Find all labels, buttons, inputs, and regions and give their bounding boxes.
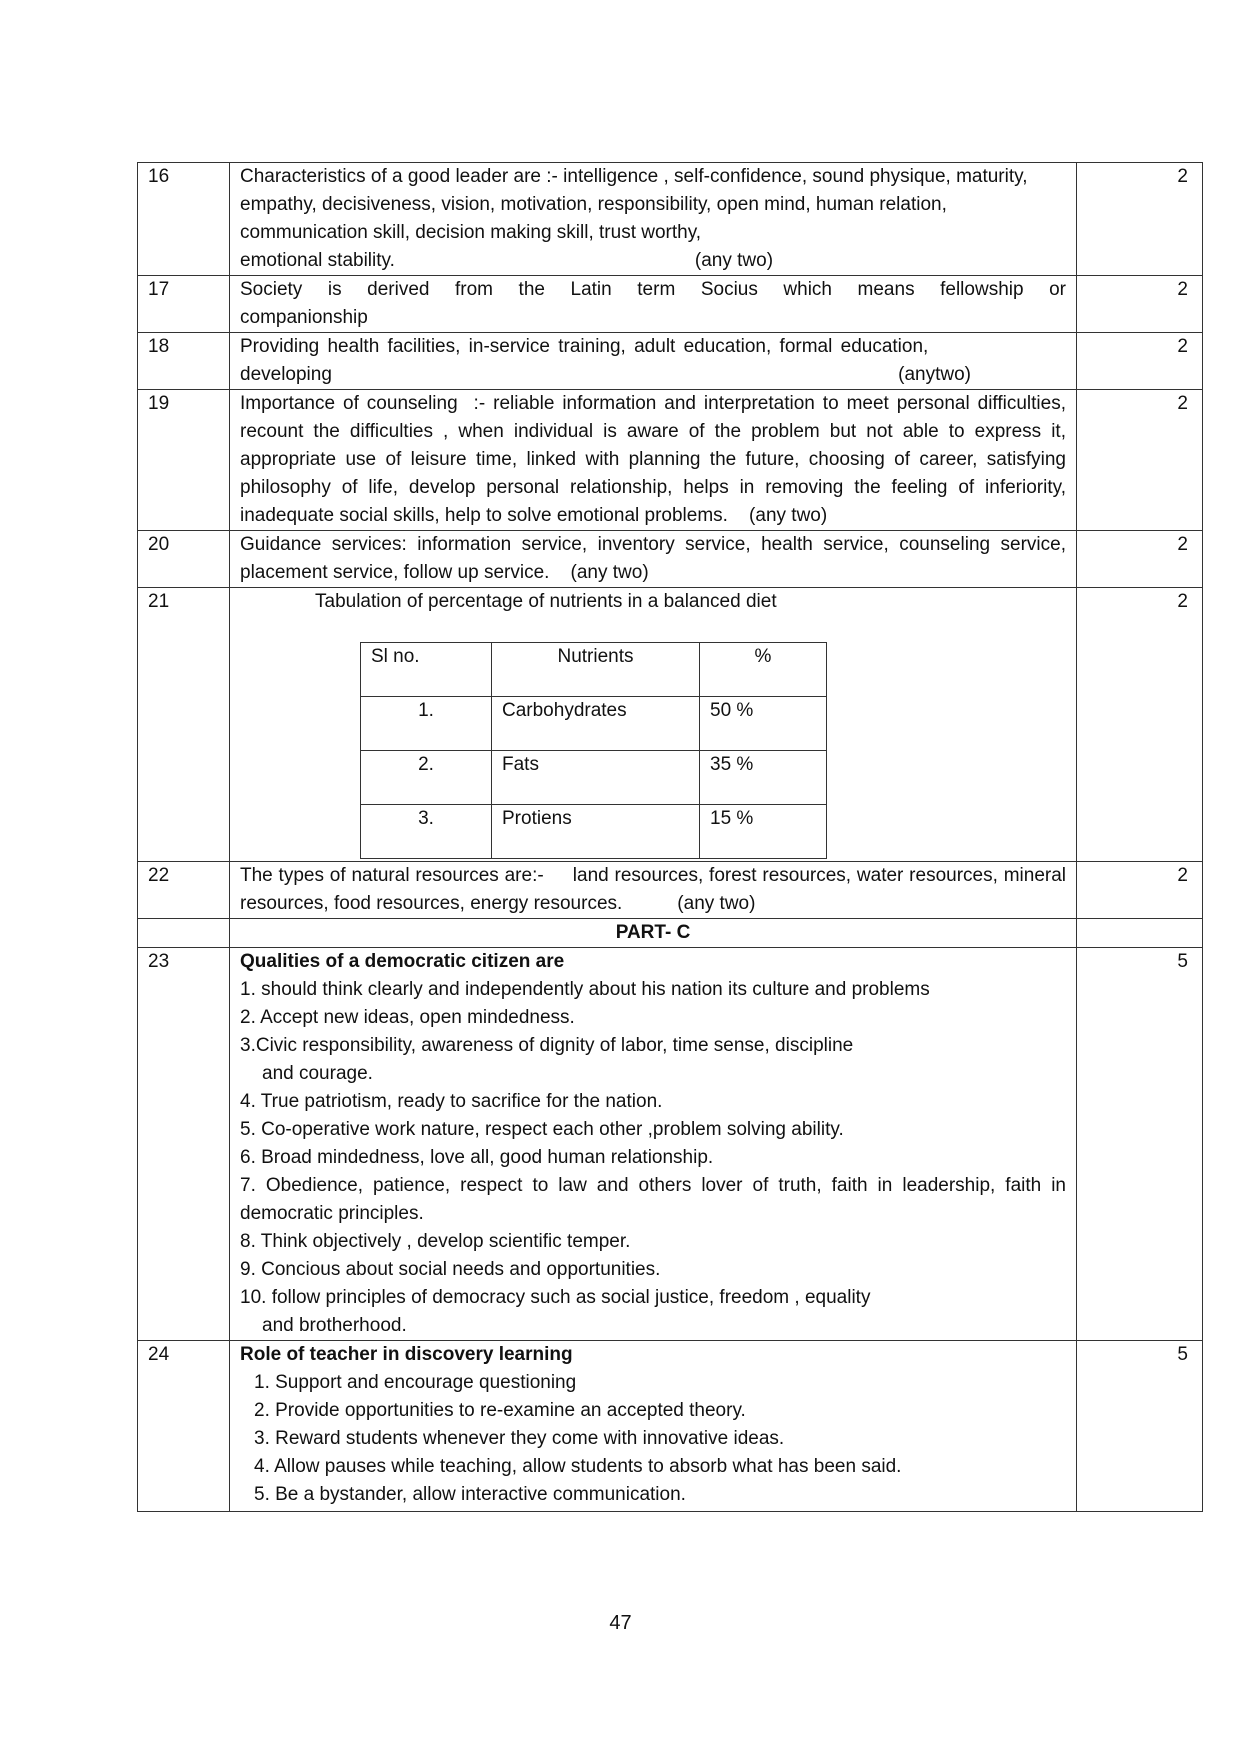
table-cell: 3. (361, 805, 492, 859)
list-item: 8. Think objectively , develop scientific temper. (240, 1231, 631, 1252)
list-item: 3.Civic responsibility, awareness of dignity of labor, time sense, discipline (240, 1035, 854, 1056)
table-row (361, 643, 827, 697)
empty-cell (138, 919, 230, 948)
list-item: and brotherhood. (262, 1315, 407, 1336)
answer-cell (230, 163, 1077, 276)
answer-text: Providing health facilities, in-service training, adult education, formal education, (240, 336, 929, 357)
header-cell: Sl no. (361, 643, 492, 697)
table-cell: Carbohydrates (492, 697, 700, 751)
list-item: 4. Allow pauses while teaching, allow students to absorb what has been said. (254, 1456, 902, 1477)
answer-last-line (240, 361, 1066, 389)
marks: 5 (1077, 1341, 1203, 1512)
list-item: 1. Support and encourage questioning (254, 1372, 577, 1393)
answer-text-end: developing (240, 364, 332, 385)
table-row (361, 751, 827, 805)
header-cell: Nutrients (492, 643, 700, 697)
answer-cell (230, 333, 1077, 390)
list-item: 2. Accept new ideas, open mindedness. (240, 1007, 575, 1028)
header-cell: % (700, 643, 827, 697)
table-row (138, 163, 1203, 276)
answer-text: The types of natural resources are:- land resources, forest resources, water resources, mineral resources, food resources, energy resources. (240, 865, 1072, 914)
nutrients-table (360, 642, 827, 859)
empty-cell (1077, 919, 1203, 948)
question-number: 20 (138, 531, 230, 588)
marks: 5 (1077, 948, 1203, 1341)
table-row (138, 390, 1203, 531)
table-cell: Fats (492, 751, 700, 805)
question-number: 22 (138, 862, 230, 919)
question-number: 16 (138, 163, 230, 276)
table-row (138, 1341, 1203, 1512)
marks: 2 (1077, 333, 1203, 390)
answer-text: Characteristics of a good leader are :- intelligence , self-confidence, sound physique, maturity, empathy, decisiveness, vision, motivation, responsibility, open mind, human relation, communication skill, decision making skill, trust worthy, (240, 166, 1028, 243)
table-row (361, 697, 827, 751)
answer-text: Importance of counseling :- reliable information and interpretation to meet personal difficulties, recount the difficulties , when individual is aware of the problem but not able to express it, appropriate use of leisure time, linked with planning the future, choosing of career, satisfying philosophy of life, develop personal relationship, helps in removing the feeling of inferiority, inadequate social skills, help to solve emotional problems. (any two) (230, 390, 1077, 531)
answer-title: Role of teacher in discovery learning (240, 1344, 573, 1365)
list-item: 7. Obedience, patience, respect to law and others lover of truth, faith in leadership, faith in democratic principles. (240, 1175, 1066, 1224)
list-item: 10. follow principles of democracy such as social justice, freedom , equality (240, 1287, 871, 1308)
answer-last-line (240, 247, 1066, 275)
list-item: 1. should think clearly and independently about his nation its culture and problems (240, 979, 930, 1000)
table-cell: 35 % (700, 751, 827, 805)
section-heading: PART- C (230, 919, 1077, 948)
marks: 2 (1077, 163, 1203, 276)
list-item: 9. Concious about social needs and opportunities. (240, 1259, 661, 1280)
marks: 2 (1077, 862, 1203, 919)
table-row (138, 588, 1203, 862)
marks: 2 (1077, 276, 1203, 333)
list-item: 2. Provide opportunities to re-examine an accepted theory. (254, 1400, 746, 1421)
list-item: and courage. (262, 1063, 373, 1084)
answer-cell (230, 862, 1077, 919)
question-number: 17 (138, 276, 230, 333)
any-two-note: (any two) (677, 893, 756, 914)
table-row (138, 276, 1203, 333)
table-cell: 50 % (700, 697, 827, 751)
answer-text: Society is derived from the Latin term Socius which means fellowship or companionship (230, 276, 1077, 333)
answer-text-end: emotional stability. (240, 250, 395, 271)
answer-key-page (137, 162, 1188, 1512)
table-cell: Protiens (492, 805, 700, 859)
question-number: 24 (138, 1341, 230, 1512)
table-row (138, 531, 1203, 588)
answer-table (137, 162, 1203, 1512)
list-item: 5. Co-operative work nature, respect each other ,problem solving ability. (240, 1119, 844, 1140)
table-row (138, 333, 1203, 390)
list-item: 5. Be a bystander, allow interactive communication. (254, 1484, 686, 1505)
any-two-note: (anytwo) (898, 364, 971, 385)
question-number: 23 (138, 948, 230, 1341)
table-cell: 2. (361, 751, 492, 805)
list-item: 4. True patriotism, ready to sacrifice for the nation. (240, 1091, 663, 1112)
marks: 2 (1077, 390, 1203, 531)
table-caption: Tabulation of percentage of nutrients in a balanced diet (315, 591, 777, 612)
answer-cell (230, 588, 1077, 862)
question-number: 18 (138, 333, 230, 390)
marks: 2 (1077, 588, 1203, 862)
table-row (138, 948, 1203, 1341)
answer-cell (230, 1341, 1077, 1512)
marks: 2 (1077, 531, 1203, 588)
question-number: 21 (138, 588, 230, 862)
question-number: 19 (138, 390, 230, 531)
list-item: 6. Broad mindedness, love all, good human relationship. (240, 1147, 714, 1168)
answer-text: Guidance services: information service, inventory service, health service, counseling service, placement service, follow up service. (any two) (230, 531, 1077, 588)
table-row (361, 805, 827, 859)
any-two-note: (any two) (694, 250, 774, 271)
table-cell: 1. (361, 697, 492, 751)
table-row (138, 919, 1203, 948)
page-number: 47 (609, 1612, 632, 1634)
answer-title: Qualities of a democratic citizen are (240, 951, 565, 972)
table-row (138, 862, 1203, 919)
answer-cell (230, 948, 1077, 1341)
table-cell: 15 % (700, 805, 827, 859)
list-item: 3. Reward students whenever they come with innovative ideas. (254, 1428, 785, 1449)
